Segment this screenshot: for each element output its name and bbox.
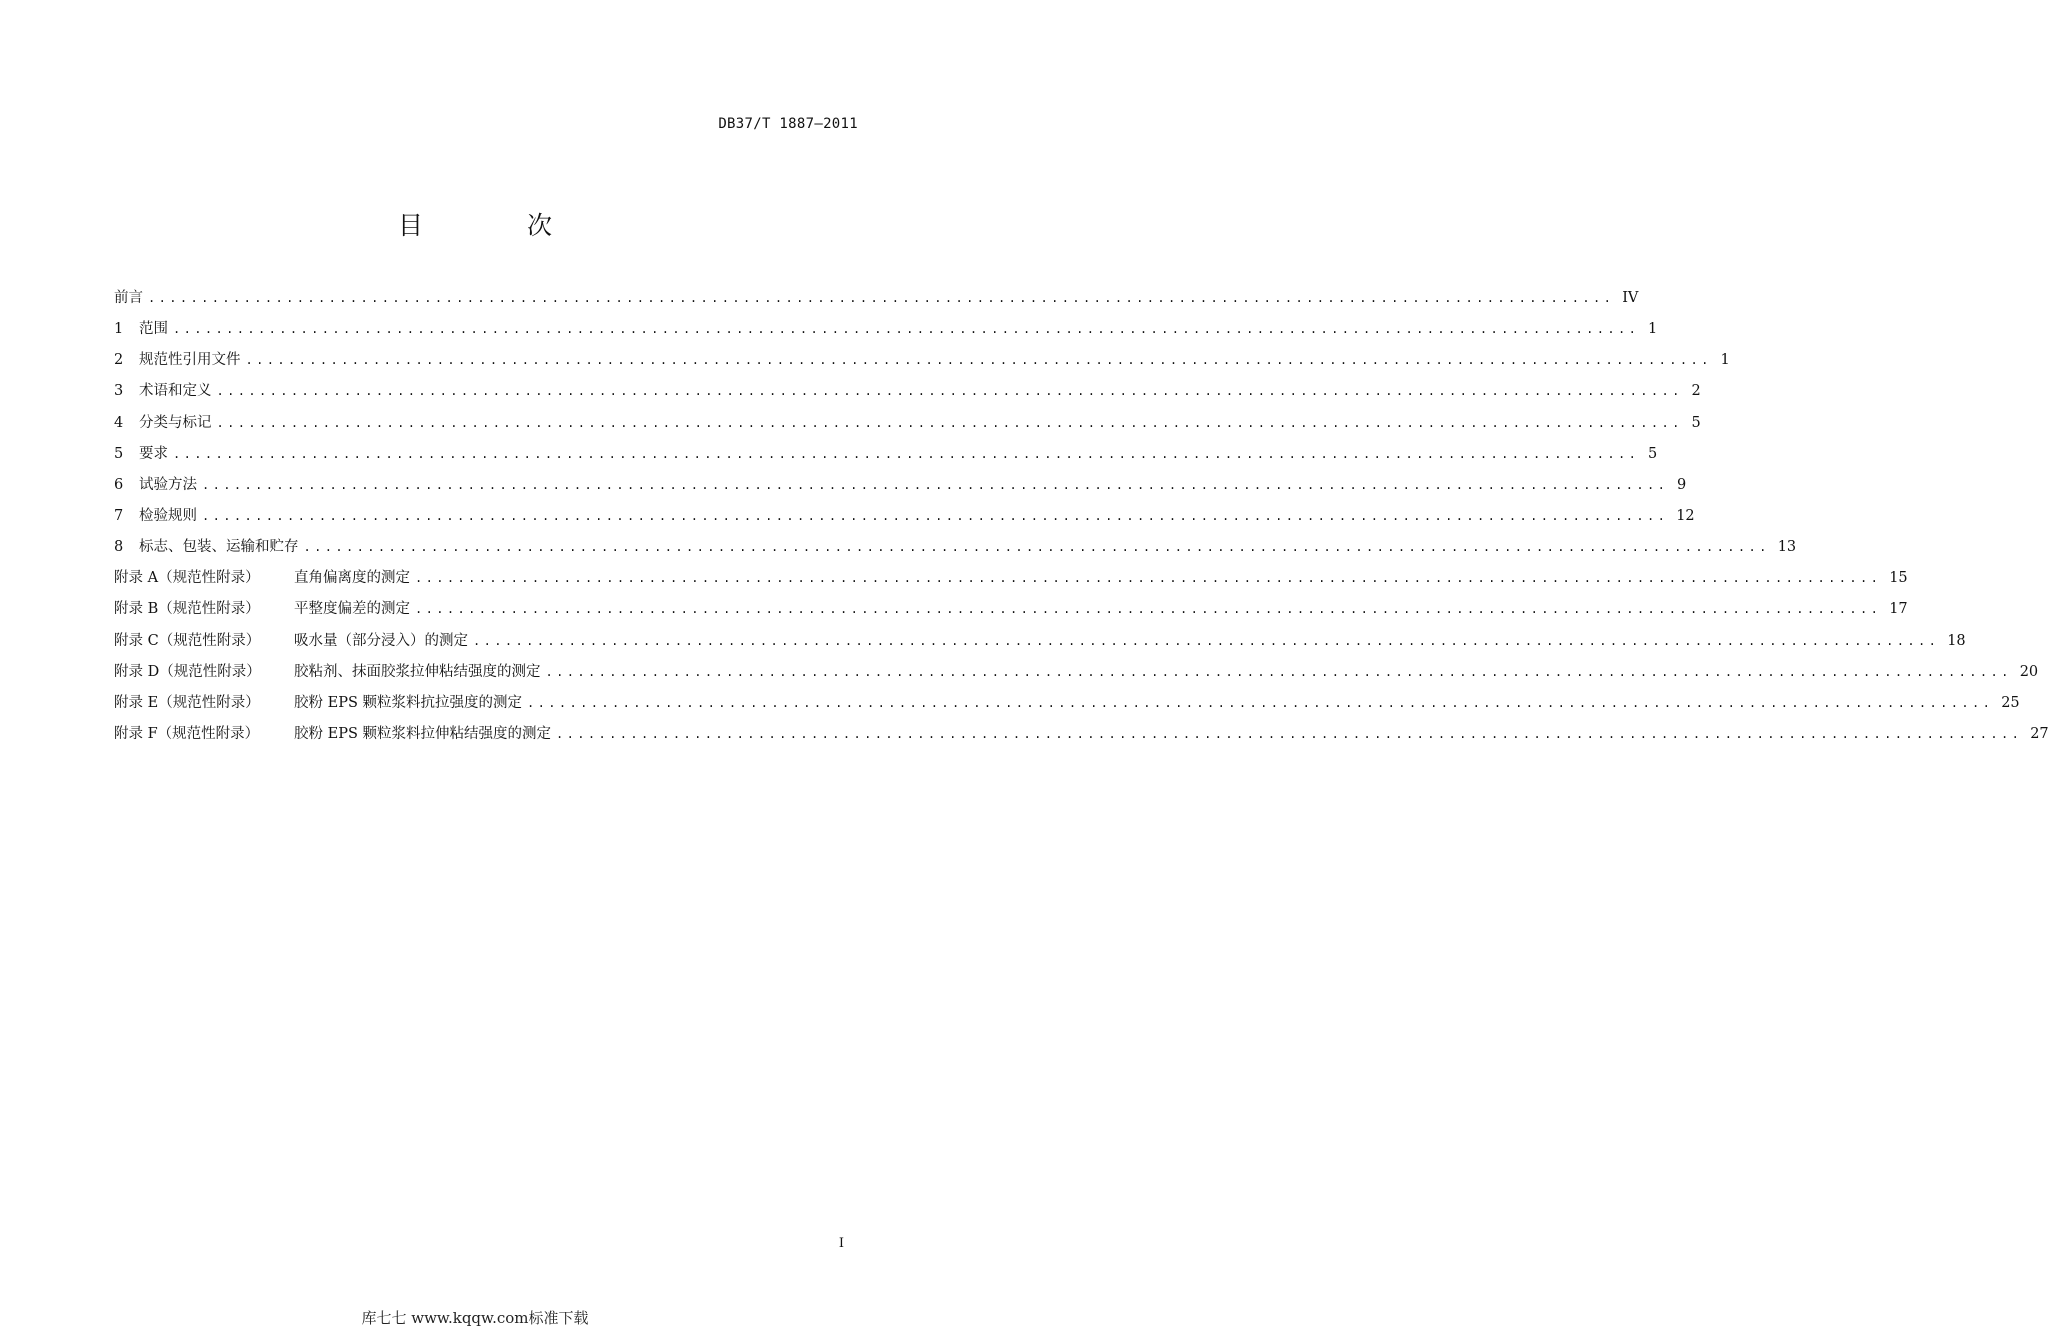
toc-page-number: 18 [1947,632,1966,649]
table-of-contents [114,286,2049,753]
toc-leader-dots: .......................................................................................................................................... [556,726,2023,741]
toc-leader-dots: .......................................................................................................................................... [173,446,1640,461]
document-code: DB37/T 1887—2011 [718,116,858,132]
toc-leader-dots: .......................................................................................................................................... [148,291,1615,305]
toc-entry-appendix-e[interactable] [114,691,2020,722]
toc-leader-dots: .......................................................................................................................................... [216,384,1683,399]
toc-leader-dots: .......................................................................................................................................... [216,415,1683,430]
toc-page-number: 5 [1647,445,1658,462]
toc-entry-label: 规范性引用文件 [139,352,241,369]
toc-page-number: 17 [1889,601,1908,618]
toc-leader-dots: .......................................................................................................................................... [303,540,1770,555]
toc-page-number: 12 [1676,507,1695,524]
toc-appendix-label: 附录 A（规范性附录） [114,570,260,587]
toc-entry-number: 6 [114,476,124,493]
toc-entry-appendix-f[interactable] [114,722,2049,753]
toc-entry-label: 分类与标记 [139,414,212,431]
toc-entry-inspection-rules[interactable] [114,504,1695,535]
toc-entry-number: 2 [114,352,124,369]
toc-entry-label: 范围 [139,321,168,338]
toc-leader-dots: .......................................................................................................................................... [202,508,1669,523]
toc-page-number: IV [1622,290,1639,306]
toc-entry-label: 试验方法 [139,476,197,493]
toc-entry-scope[interactable] [114,317,1658,348]
toc-appendix-label: 附录 F（规范性附录） [114,725,260,742]
toc-entry-test-methods[interactable] [114,473,1687,504]
toc-entry-classification-marking[interactable] [114,411,1701,442]
toc-entry-normative-references[interactable] [114,348,1730,379]
toc-entry-label: 术语和定义 [139,383,212,400]
toc-leader-dots: .......................................................................................................................................... [527,695,1994,710]
toc-leader-dots: .......................................................................................................................................... [545,664,2012,679]
toc-entry-number: 1 [114,321,124,338]
toc-entry-appendix-c[interactable] [114,629,1966,660]
page-title: 目 次 [398,211,600,240]
toc-appendix-label: 附录 C（规范性附录） [114,632,261,649]
toc-page-number: 1 [1720,352,1730,369]
toc-entry-foreword[interactable] [114,286,1639,317]
toc-appendix-label: 附录 D（规范性附录） [114,663,261,680]
toc-entry-number: 8 [114,539,124,556]
footer-watermark: 库七七 www.kqqw.com标准下载 [361,1309,589,1327]
toc-entry-number: 4 [114,414,124,431]
toc-entry-number: 5 [114,445,124,462]
toc-page-number: 25 [2001,694,2020,711]
toc-leader-dots: .......................................................................................................................................... [173,322,1640,337]
toc-page-number: 9 [1676,476,1687,493]
toc-entry-label: 胶粘剂、抹面胶浆拉伸粘结强度的测定 [294,663,541,680]
toc-leader-dots: .......................................................................................................................................... [202,477,1669,492]
toc-page-number: 5 [1691,414,1701,431]
toc-entry-label: 胶粉 EPS 颗粒浆料抗拉强度的测定 [294,694,522,711]
toc-leader-dots: .......................................................................................................................................... [245,353,1712,368]
toc-entry-appendix-b[interactable] [114,597,1908,628]
toc-entry-appendix-d[interactable] [114,660,2039,691]
toc-appendix-label: 附录 E（规范性附录） [114,694,260,711]
toc-entry-label: 前言 [114,290,143,306]
toc-entry-terms-definitions[interactable] [114,379,1701,410]
toc-entry-marking-packaging[interactable] [114,535,1797,566]
toc-page-number: 13 [1777,539,1797,556]
toc-page-number: 27 [2030,725,2049,742]
toc-page-number: 1 [1647,321,1658,338]
toc-leader-dots: .......................................................................................................................................... [415,571,1882,586]
toc-leader-dots: .......................................................................................................................................... [415,602,1882,617]
toc-entry-label: 胶粉 EPS 颗粒浆料拉伸粘结强度的测定 [294,725,551,742]
toc-leader-dots: .......................................................................................................................................... [473,633,1940,648]
toc-page-number: 15 [1889,570,1908,587]
toc-page-number: 2 [1691,383,1701,400]
toc-entry-appendix-a[interactable] [114,566,1908,597]
toc-entry-label: 要求 [139,445,168,462]
page-number: I [838,1236,844,1251]
toc-entry-number: 3 [114,383,124,400]
toc-entry-label: 吸水量（部分浸入）的测定 [294,632,468,649]
toc-entry-requirements[interactable] [114,442,1658,473]
toc-entry-label: 检验规则 [139,507,197,524]
toc-page-number: 20 [2019,663,2039,680]
toc-entry-label: 平整度偏差的测定 [294,601,410,618]
toc-entry-label: 直角偏离度的测定 [294,570,410,587]
toc-entry-number: 7 [114,507,124,524]
toc-entry-label: 标志、包装、运输和贮存 [139,539,299,556]
toc-appendix-label: 附录 B（规范性附录） [114,601,260,618]
